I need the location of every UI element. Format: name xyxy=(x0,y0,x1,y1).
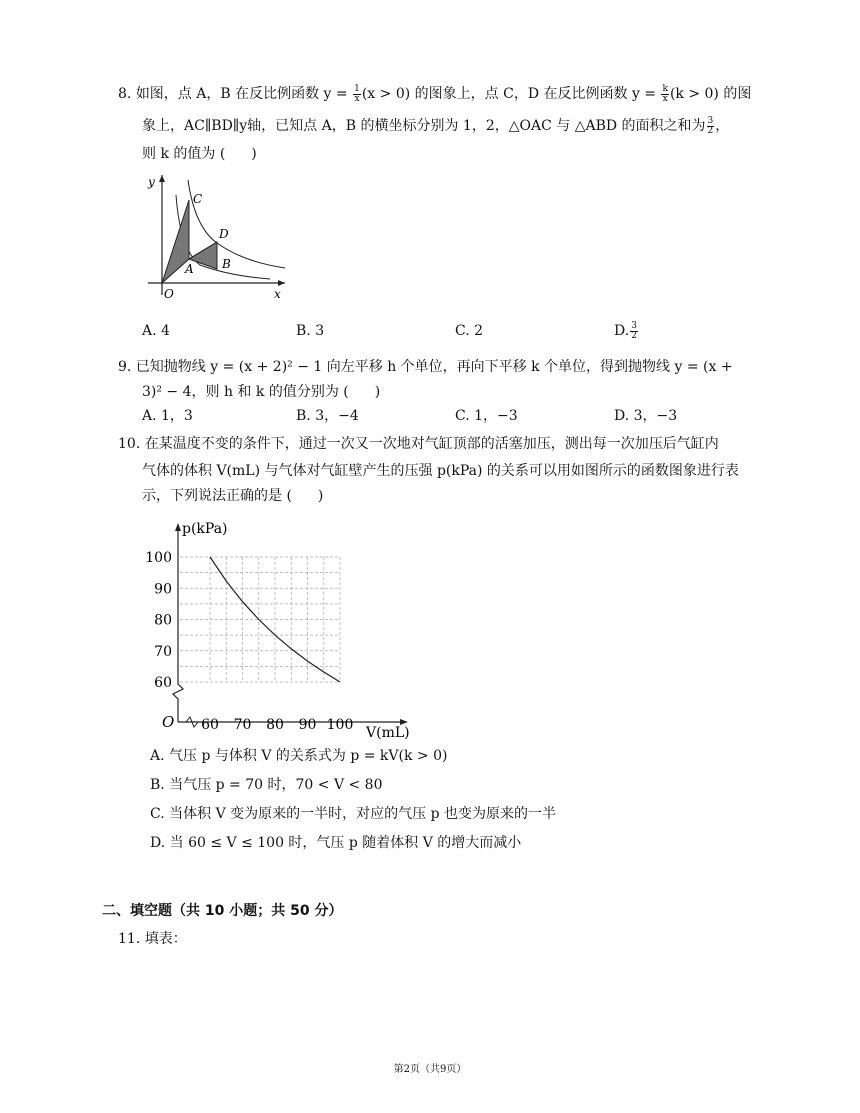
origin-label: O xyxy=(162,713,175,731)
q8-frac2: $\frac{k}{x}$ xyxy=(662,83,668,104)
q8-bracket-end: ) xyxy=(251,146,257,162)
q10-line1 xyxy=(118,434,719,454)
q9-text-b: 3)² − 4，则 h 和 k 的值分别为 ( xyxy=(142,384,349,400)
q9-number: 9. xyxy=(118,359,132,375)
q10-line3 xyxy=(142,486,323,506)
q8-frac1: $\frac{1}{x}$ xyxy=(354,83,360,104)
x-tick-label: 70 xyxy=(233,717,252,733)
y-axis xyxy=(173,529,183,722)
q10-bracket-end: ) xyxy=(317,488,324,504)
q10-text-a: 在某温度不变的条件下，通过一次又一次地对气缸顶部的活塞加压，测出每一次加压后气缸内 xyxy=(144,436,719,452)
q8-label-o: O xyxy=(164,287,174,301)
q9-option-a[interactable]: A. 1，3 xyxy=(142,408,193,424)
q8-line3 xyxy=(142,144,257,164)
q9-option-b[interactable]: B. 3，−4 xyxy=(296,408,359,424)
q8-frac3: $\frac{3}{2}$ xyxy=(707,115,714,136)
x-axis-label: V(mL) xyxy=(366,725,410,741)
q10-option-d[interactable]: D. 当 60 ≤ V ≤ 100 时，气压 p 随着体积 V 的增大而减小 xyxy=(150,835,522,851)
section-title: 二、填空题（共 10 小题；共 50 分） xyxy=(102,903,343,919)
q8-option-d-prefix: D. xyxy=(614,323,630,339)
q10-option-b[interactable]: B. 当气压 p = 70 时，70 < V < 80 xyxy=(150,777,383,793)
q10-number: 10. xyxy=(118,436,141,452)
q9-bracket-end: ) xyxy=(374,384,381,400)
q10-text-c: 示，下列说法正确的是 ( xyxy=(142,488,292,504)
q8-text-a: 如图，点 A，B 在反比例函数 y = xyxy=(135,86,353,102)
y-tick-label: 90 xyxy=(154,581,172,598)
page-footer: 第2页（共9页） xyxy=(393,1064,467,1075)
x-tick-label: 80 xyxy=(266,717,284,733)
q8-option-a[interactable]: A. 4 xyxy=(142,323,170,339)
q10-option-a[interactable]: A. 气压 p 与体积 V 的关系式为 p = kV(k > 0) xyxy=(150,748,448,764)
q8-label-b: B xyxy=(222,257,231,271)
q10-option-c[interactable]: C. 当体积 V 变为原来的一半时，对应的气压 p 也变为原来的一半 xyxy=(150,806,556,822)
y-tick-label: 70 xyxy=(154,643,172,660)
q9-option-d[interactable]: D. 3，−3 xyxy=(614,408,678,424)
q10-text-b: 气体的体积 V(mL) 与气体对气缸壁产生的压强 p(kPa) 的关系可以用如图所示的函数图象进行表 xyxy=(142,463,739,479)
y-axis-arrow xyxy=(175,523,181,531)
q8-label-y: y xyxy=(148,175,155,189)
q8-option-d-frac: $\frac{3}{2}$ xyxy=(631,320,637,341)
q8-text-c: (k > 0) 的图 xyxy=(669,86,752,102)
q8-label-x: x xyxy=(274,287,281,301)
q8-option-b[interactable]: B. 3 xyxy=(296,323,325,339)
q10-line2 xyxy=(142,461,739,481)
q9-option-c[interactable]: C. 1，−3 xyxy=(455,408,518,424)
q8-line2 xyxy=(142,116,729,136)
q11-line: 11. 填表： xyxy=(118,931,187,947)
y-tick-label: 60 xyxy=(154,675,172,691)
x-tick-label: 90 xyxy=(298,717,317,733)
y-axis-label: p(kPa) xyxy=(182,521,228,537)
q8-text-f: 则 k 的值为 ( xyxy=(142,146,226,162)
y-tick-label: 80 xyxy=(154,612,172,629)
q8-text-b: (x > 0) 的图象上，点 C，D 在反比例函数 y = xyxy=(361,86,661,102)
q9-line1 xyxy=(118,357,733,377)
q8-option-c[interactable]: C. 2 xyxy=(455,323,484,339)
q8-text-e: ， xyxy=(715,118,730,134)
q10-chart xyxy=(140,517,420,742)
x-tick-label: 60 xyxy=(201,717,219,733)
q8-text-d: 象上，AC∥BD∥y轴，已知点 A，B 的横坐标分别为 1，2，△OAC 与 △ABD 的面积之和为 xyxy=(142,118,706,134)
q8-line1 xyxy=(118,84,751,104)
q8-label-c: C xyxy=(193,192,203,206)
q8-number: 8. xyxy=(118,86,132,102)
x-tick-label: 100 xyxy=(326,717,354,733)
q8-label-d: D xyxy=(219,227,229,241)
q9-text-a: 已知抛物线 y = (x + 2)² − 1 向左平移 h 个单位，再向下平移 k 个单位，得到抛物线 y = (x + xyxy=(135,359,733,375)
q8-label-a: A xyxy=(185,262,194,276)
q8-figure xyxy=(140,170,290,305)
q8-option-d[interactable] xyxy=(614,321,639,341)
q9-line2 xyxy=(142,382,380,402)
y-tick-label: 100 xyxy=(145,550,172,566)
